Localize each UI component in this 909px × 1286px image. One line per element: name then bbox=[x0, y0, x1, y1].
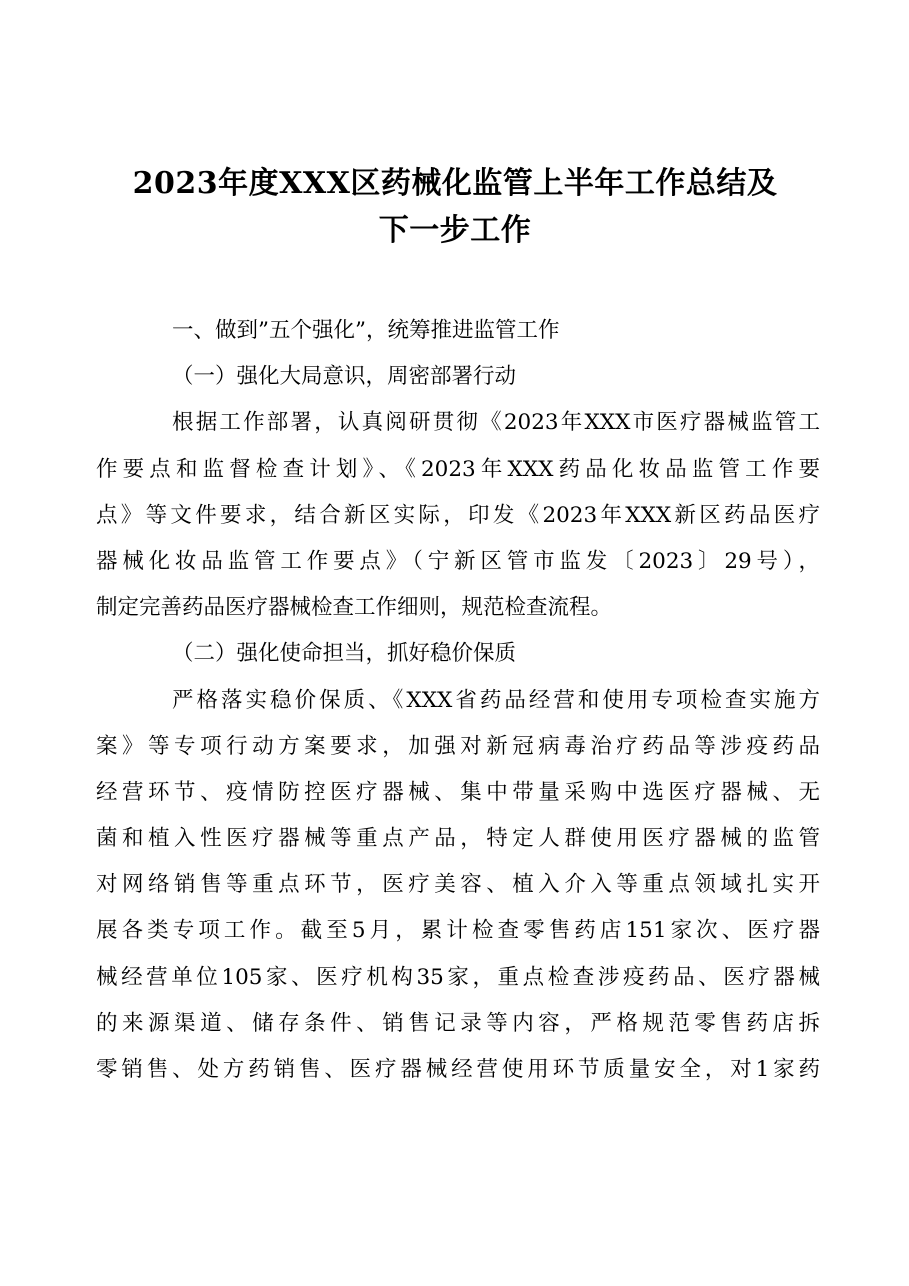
paragraph-line: 严格落实稳价保质、《XXX省药品经营和使用专项检查实施方 bbox=[172, 687, 820, 713]
subsection-heading-2: （二）强化使命担当，抓好稳价保质 bbox=[172, 641, 517, 667]
document-body bbox=[96, 308, 820, 1093]
paragraph-line: 的来源渠道、储存条件、销售记录等内容，严格规范零售药店拆 bbox=[96, 1010, 820, 1036]
paragraph-line: 制定完善药品医疗器械检查工作细则，规范检查流程。 bbox=[96, 595, 613, 621]
paragraph-line: 械经营单位105家、医疗机构35家，重点检查涉疫药品、医疗器械 bbox=[96, 964, 820, 990]
paragraph-line: 对网络销售等重点环节，医疗美容、植入介入等重点领域扎实开 bbox=[96, 872, 820, 898]
paragraph-line: 作要点和监督检查计划》、《2023年XXX药品化妆品监管工作要 bbox=[96, 456, 820, 482]
paragraph-line: 点》等文件要求，结合新区实际，印发《2023年XXX新区药品医疗 bbox=[96, 502, 820, 528]
paragraph-line: 展各类专项工作。截至5月，累计检查零售药店151家次、医疗器 bbox=[96, 918, 820, 944]
title-line-1: 2023年度XXX区药械化监管上半年工作总结及 bbox=[132, 166, 778, 201]
paragraph-line: 零销售、处方药销售、医疗器械经营使用环节质量安全，对1家药 bbox=[96, 1057, 820, 1082]
paragraph-line: 经营环节、疫情防控医疗器械、集中带量采购中选医疗器械、无 bbox=[96, 779, 820, 805]
paragraph-line: 案》等专项行动方案要求，加强对新冠病毒治疗药品等涉疫药品 bbox=[96, 733, 820, 759]
paragraph-line: 根据工作部署，认真阅研贯彻《2023年XXX市医疗器械监管工 bbox=[172, 410, 820, 436]
document-title bbox=[96, 160, 814, 254]
paragraph-line: 菌和植入性医疗器械等重点产品，特定人群使用医疗器械的监管 bbox=[96, 826, 820, 852]
paragraph-line: 器械化妆品监管工作要点》（宁新区管市监发〔2023〕29号）， bbox=[96, 548, 820, 574]
subsection-heading-1: （一）强化大局意识，周密部署行动 bbox=[172, 364, 517, 390]
title-line-2: 下一步工作 bbox=[378, 213, 532, 248]
section-heading-1: 一、做到”五个强化”，统筹推进监管工作 bbox=[172, 318, 560, 343]
